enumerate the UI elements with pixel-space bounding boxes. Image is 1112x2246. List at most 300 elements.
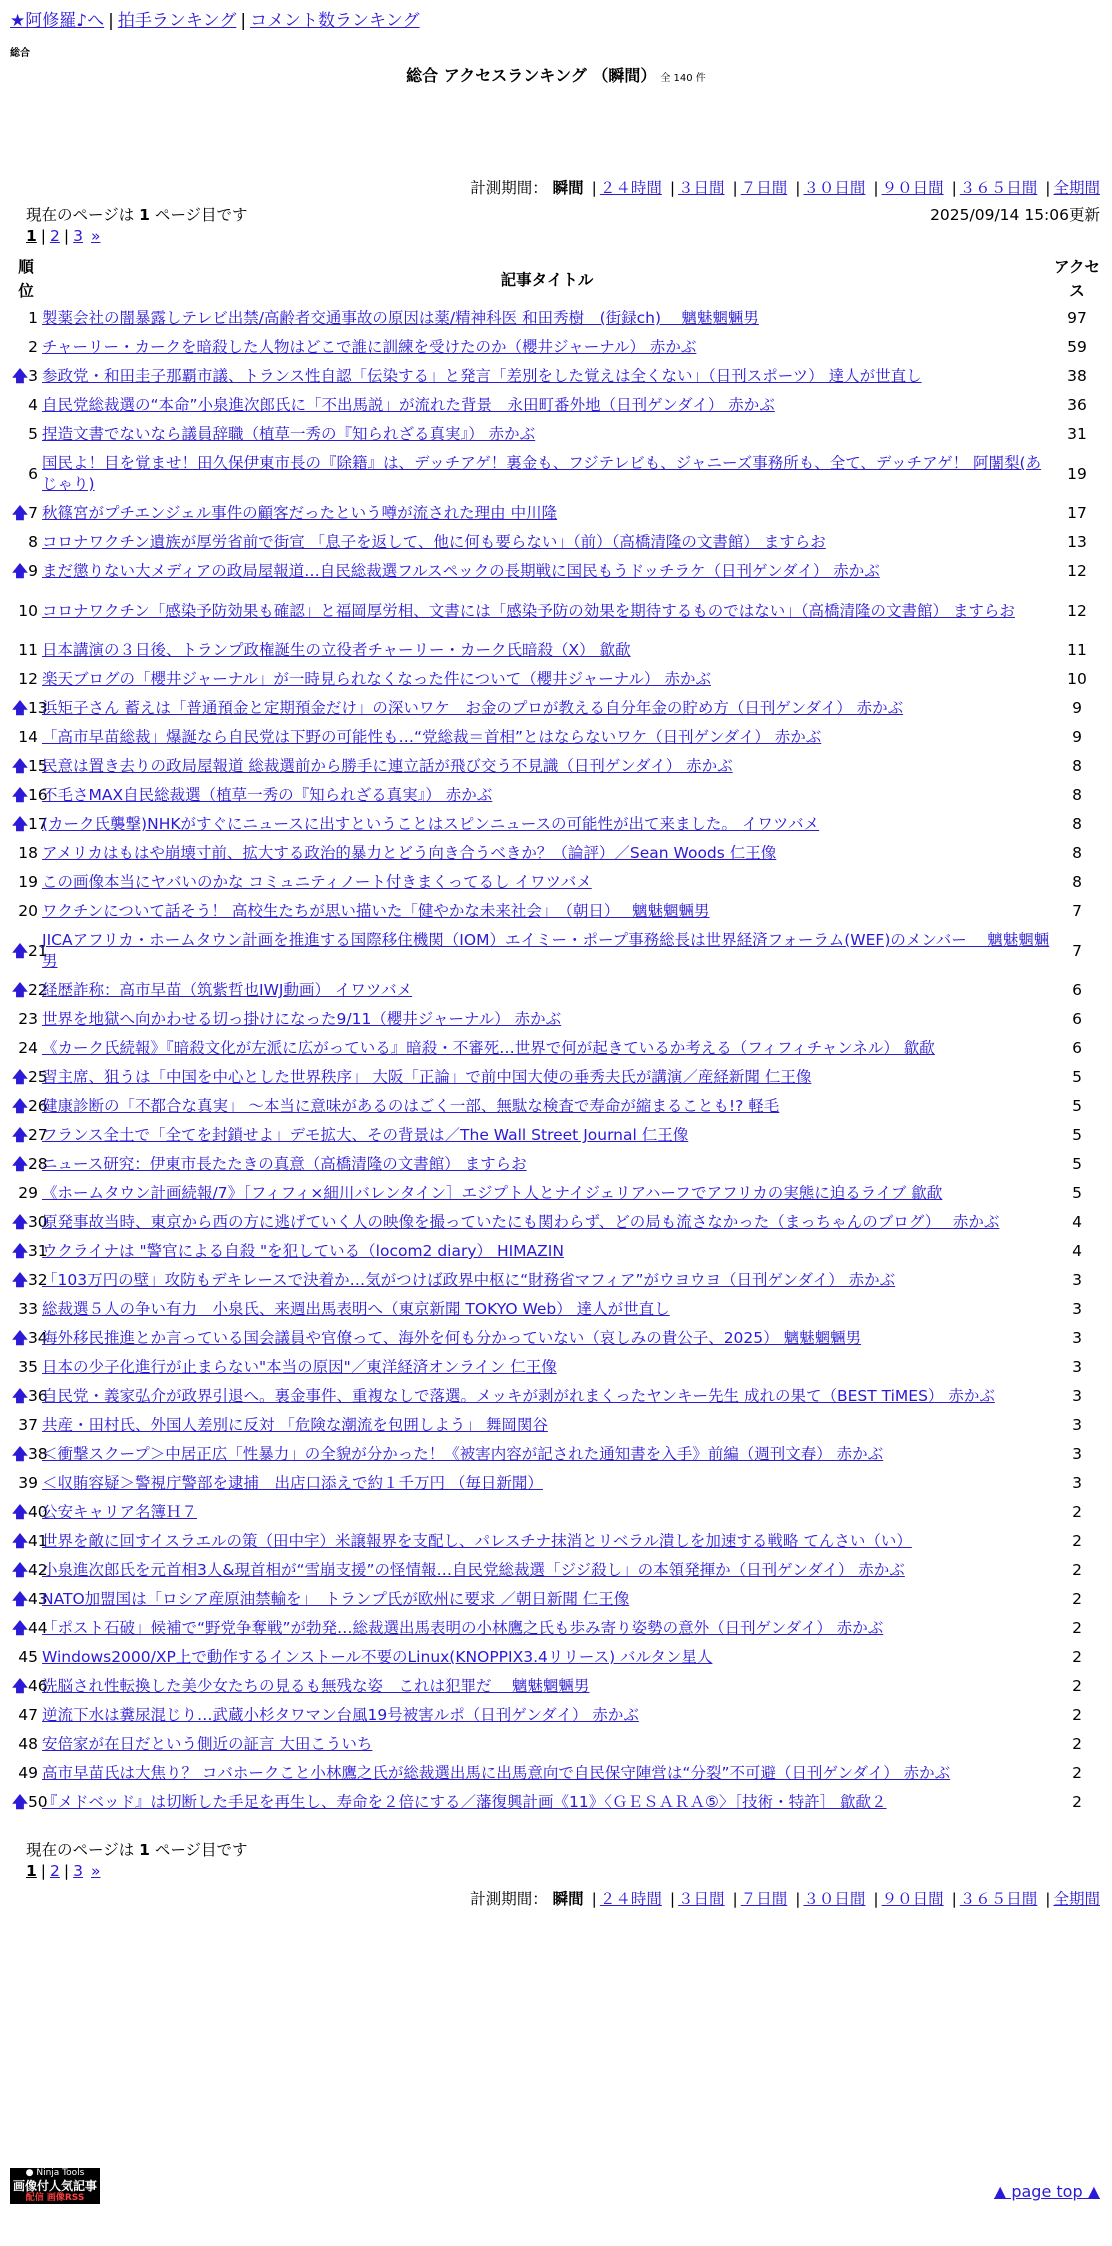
up-arrow-icon: 🡅 (12, 1242, 28, 1260)
access-count: 3 (1072, 1474, 1082, 1492)
period-30d-link[interactable]: ３０日間 (803, 1890, 866, 1908)
access-count: 5 (1072, 1097, 1082, 1115)
access-count: 12 (1067, 601, 1087, 620)
article-link[interactable]: 安倍家が在日だという側近の証言 大田こういち (42, 1735, 373, 1753)
rank-cell (10, 557, 42, 586)
up-arrow-icon: 🡅 (12, 1387, 28, 1405)
period-current: 瞬間 (552, 1890, 584, 1908)
table-row (10, 1498, 1102, 1527)
period-90d-link[interactable]: ９０日間 (881, 179, 944, 197)
title-cell (42, 1411, 1052, 1440)
rank-number: 18 (18, 844, 38, 862)
article-link[interactable]: コロナワクチン「感染予防効果も確認」と福岡厚労相、文書には「感染予防の効果を期待するものではない」（高橋清隆の文書館） ますらお (42, 601, 1015, 620)
page-info-after: ページ目です (149, 206, 248, 224)
rank-cell (10, 1353, 42, 1382)
rank-number: 14 (18, 728, 38, 746)
article-link[interactable]: 「103万円の壁」攻防もデキレースで決着か…気がつけば政界中枢に“財務省マフィア”がウヨウヨ（日刊ゲンダイ） 赤かぶ (42, 1271, 896, 1289)
table-row (10, 839, 1102, 868)
rank-cell (10, 1324, 48, 1353)
access-count: 8 (1072, 873, 1082, 891)
period-30d-link[interactable]: ３０日間 (803, 179, 866, 197)
rank-cell (10, 304, 42, 333)
access-count: 2 (1072, 1735, 1082, 1753)
article-link[interactable]: チャーリー・カークを暗殺した人物はどこで誰に訓練を受けたのか（櫻井ジャーナル） 赤かぶ (42, 338, 697, 356)
access-count: 7 (1072, 902, 1082, 920)
title-cell (42, 1788, 1052, 1817)
rank-cell (10, 1179, 42, 1208)
table-row (10, 1382, 1102, 1411)
up-arrow-icon: 🡅 (12, 1126, 28, 1144)
table-row (10, 1208, 1102, 1237)
access-count: 2 (1072, 1590, 1082, 1608)
rank-cell (10, 1440, 48, 1469)
period-3d-link[interactable]: ３日間 (678, 179, 725, 197)
access-count: 3 (1072, 1358, 1082, 1376)
rank-cell (10, 1469, 42, 1498)
up-arrow-icon: 🡅 (12, 815, 28, 833)
article-link[interactable]: 浜矩子さん 蓄えは「普通預金と定期預金だけ」の深いワケ お金のプロが教える自分年金の貯め方（日刊ゲンダイ） 赤かぶ (42, 699, 904, 717)
article-link[interactable]: 参政党・和田圭子那覇市議、トランス性自認「伝染する」と発言「差別をした覚えは全くない」（日刊スポーツ） 達人が世直し (42, 367, 922, 385)
title-cell (42, 1527, 1052, 1556)
page-info-number: 1 (139, 206, 150, 224)
access-count: 31 (1067, 425, 1087, 443)
article-link[interactable]: 原発事故当時、東京から西の方に逃げていく人の映像を撮っていたにも関わらず、どの局も流さなかった（まっちゃんのブログ） 赤かぶ (42, 1213, 1000, 1231)
up-arrow-icon: 🡅 (12, 1503, 28, 1521)
page-info-number: 1 (139, 1841, 150, 1859)
table-row (10, 1150, 1102, 1179)
rank-cell (10, 1034, 42, 1063)
up-arrow-icon: 🡅 (12, 1155, 28, 1173)
article-link[interactable]: 『メドベッド』は切断した手足を再生し、寿命を２倍にする／藩復興計画《11》〈ＧＥＳＡＲＡ⑤〉［技術・特許］ 歙歃２ (42, 1793, 887, 1811)
period-24h-link[interactable]: ２４時間 (599, 179, 662, 197)
article-link[interactable]: 自民党総裁選の“本命”小泉進次郎氏に「不出馬説」が流れた背景 永田町番外地（日刊ゲンダイ） 赤かぶ (42, 396, 775, 414)
rank-cell (10, 1121, 48, 1150)
access-count: 2 (1072, 1561, 1082, 1579)
table-row (10, 781, 1102, 810)
article-link[interactable]: ワクチンについて話そう！ 高校生たちが思い描いた「健やかな未来社会」 （朝日） 魑魅魍魎男 (42, 902, 710, 920)
table-row (10, 1701, 1102, 1730)
rank-number: 12 (18, 670, 38, 688)
up-arrow-icon: 🡅 (12, 1561, 28, 1579)
period-3d-link[interactable]: ３日間 (678, 1890, 725, 1908)
rank-cell (10, 752, 48, 781)
nav-separator: | (108, 11, 114, 31)
article-link[interactable]: 日本の少子化進行が止まらない"本当の原因"／東洋経済オンライン 仁王像 (42, 1358, 557, 1376)
rank-cell (10, 391, 42, 420)
access-count: 5 (1072, 1155, 1082, 1173)
title-cell (42, 1556, 1052, 1585)
rank-number: 22 (27, 981, 48, 999)
home-link[interactable]: ★阿修羅♪へ (10, 11, 105, 31)
rank-number: 49 (18, 1764, 38, 1782)
col-access-header: アクセス (1053, 258, 1101, 300)
access-count: 2 (1072, 1648, 1082, 1666)
table-row (10, 1324, 1102, 1353)
rank-number: 5 (28, 425, 38, 443)
pager-page-2[interactable]: 2 (50, 1862, 60, 1880)
article-link[interactable]: 「ポスト石破」候補で“野党争奪戦”が勃発…総裁選出馬表明の小林鷹之氏も歩み寄り姿勢の意外（日刊ゲンダイ） 赤かぶ (42, 1619, 884, 1637)
up-arrow-icon: 🡅 (12, 504, 28, 522)
rank-number: 36 (27, 1387, 48, 1405)
up-arrow-icon: 🡅 (12, 699, 28, 717)
table-row (10, 1121, 1102, 1150)
article-link[interactable]: この画像本当にヤバいのかな コミュニティノート付きまくってるし イワツバメ (42, 873, 592, 891)
article-link[interactable]: 楽天ブログの「櫻井ジャーナル」が一時見られなくなった件について（櫻井ジャーナル） 赤かぶ (42, 670, 711, 688)
article-link[interactable]: 小泉進次郎氏を元首相3人&現首相が“雪崩支援”の怪情報…自民党総裁選「ジジ殺し」の本領発揮か（日刊ゲンダイ） 赤かぶ (42, 1561, 905, 1579)
rank-number: 47 (18, 1706, 38, 1724)
table-row (10, 694, 1102, 723)
access-count: 2 (1072, 1677, 1082, 1695)
access-count: 10 (1067, 670, 1087, 688)
article-link[interactable]: 自民党・義家弘介が政界引退へ。裏金事件、重複なしで落選。メッキが剥がれまくったヤンキー先生 成れの果て（BEST TiMES） 赤かぶ (42, 1387, 995, 1405)
article-link[interactable]: 製薬会社の闇暴露しテレビ出禁/高齢者交通事故の原因は薬/精神科医 和田秀樹 (街録ch) 魑魅魍魎男 (42, 309, 759, 327)
rank-number: 31 (27, 1242, 48, 1260)
title-cell (42, 1179, 1052, 1208)
rank-cell (10, 781, 48, 810)
title-cell (42, 1005, 1052, 1034)
up-arrow-icon: 🡅 (12, 1677, 28, 1695)
title-cell (42, 1353, 1052, 1382)
article-link[interactable]: コロナワクチン遺族が厚労省前で街宣 「息子を返して、他に何も要らない」（前）（高橋清隆の文書館） ますらお (42, 533, 826, 551)
article-link[interactable]: 民意は置き去りの政局屋報道 総裁選前から勝手に連立話が飛び交う不見識（日刊ゲンダイ） 赤かぶ (42, 757, 733, 775)
rank-cell (10, 1585, 48, 1614)
title-cell (42, 897, 1052, 926)
up-arrow-icon: 🡅 (12, 981, 28, 999)
title-cell (42, 926, 1052, 976)
table-row (10, 499, 1102, 528)
access-count: 3 (1072, 1300, 1082, 1318)
table-row (10, 1034, 1102, 1063)
rank-cell (10, 499, 42, 528)
access-count: 8 (1072, 844, 1082, 862)
rank-cell (10, 1266, 48, 1295)
article-link[interactable]: NATO加盟国は「ロシア産原油禁輸を」 トランプ氏が欧州に要求 ／朝日新聞 仁王像 (42, 1590, 630, 1608)
rank-cell (10, 926, 48, 976)
title-cell (42, 1614, 1052, 1643)
page-info-before: 現在のページは (26, 206, 140, 224)
title-cell (42, 1121, 1052, 1150)
up-arrow-icon: 🡅 (12, 562, 28, 580)
article-link[interactable]: ニュース研究：伊東市長たたきの真意（高橋清隆の文書館） ますらお (42, 1155, 527, 1173)
article-link[interactable]: 共産・田村氏、外国人差別に反対 「危険な潮流を包囲しよう」 舞岡関谷 (42, 1416, 548, 1434)
rank-cell (10, 333, 42, 362)
rank-cell (10, 694, 48, 723)
rank-number: 3 (28, 367, 38, 385)
table-row (10, 420, 1102, 449)
period-365d-link[interactable]: ３６５日間 (959, 179, 1038, 197)
rank-number: 23 (18, 1010, 38, 1028)
title-cell (42, 1150, 1052, 1179)
up-arrow-icon: 🡅 (12, 1445, 28, 1463)
title-cell (42, 1295, 1052, 1324)
access-count: 8 (1072, 757, 1082, 775)
comment-ranking-link[interactable]: コメント数ランキング (250, 11, 420, 31)
table-row (10, 723, 1102, 752)
article-link[interactable]: ＜収賄容疑＞警視庁警部を逮捕 出店口添えで約１千万円 （毎日新聞） (42, 1474, 543, 1492)
title-cell (42, 391, 1052, 420)
article-link[interactable]: 洗脳され性転換した美少女たちの見るも無残な姿 これは犯罪だ 魑魅魍魎男 (42, 1677, 590, 1695)
table-row (10, 1730, 1102, 1759)
col-title-header: 記事タイトル (500, 271, 594, 289)
title-cell (42, 1643, 1052, 1672)
access-count: 2 (1072, 1793, 1082, 1811)
rank-number: 38 (27, 1445, 48, 1463)
title-cell (42, 752, 1052, 781)
updated-timestamp: 2025/09/14 15:06更新 (930, 206, 1100, 224)
period-current: 瞬間 (552, 179, 584, 197)
access-count: 6 (1072, 1039, 1082, 1057)
article-link[interactable]: まだ懲りない大メディアの政局屋報道…自民総裁選フルスペックの長期戦に国民もうドッチラケ（日刊ゲンダイ） 赤かぶ (42, 562, 880, 580)
rank-cell (10, 868, 42, 897)
rank-number: 41 (27, 1532, 48, 1550)
title-cell (42, 810, 1052, 839)
access-count: 11 (1067, 641, 1087, 659)
article-link[interactable]: 世界を地獄へ向かわせる切っ掛けになった9/11（櫻井ジャーナル） 赤かぶ (42, 1010, 562, 1028)
title-cell (42, 449, 1052, 499)
table-row (10, 1759, 1102, 1788)
rank-number: 43 (27, 1590, 48, 1608)
period-label: 計測期間： (470, 1890, 548, 1908)
article-link[interactable]: ＜衝撃スクープ＞中居正広「性暴力」の全貌が分かった！《被害内容が記された通知書を入手》前編（週刊文春） 赤かぶ (42, 1445, 884, 1463)
title-cell (42, 1092, 1052, 1121)
table-row (10, 586, 1102, 636)
rank-cell (10, 1672, 48, 1701)
table-row (10, 1788, 1102, 1817)
title-cell (42, 1034, 1052, 1063)
rank-number: 24 (18, 1039, 38, 1057)
up-arrow-icon: 🡅 (12, 1329, 28, 1347)
article-link[interactable]: 習主席、狙うは「中国を中心とした世界秩序」 大阪「正論」で前中国大使の垂秀夫氏が講演／産経新聞 仁王像 (42, 1068, 812, 1086)
category-label: 総合 (10, 48, 30, 59)
rank-number: 10 (18, 601, 38, 620)
title-cell (42, 1469, 1052, 1498)
access-count: 2 (1072, 1706, 1082, 1724)
table-row (10, 333, 1102, 362)
title-cell (42, 1498, 1052, 1527)
rank-cell (10, 1382, 48, 1411)
article-link[interactable]: 経歴詐称：高市早苗（筑紫哲也IWJ動画） イワツバメ (42, 981, 413, 999)
article-link[interactable]: 高市早苗氏は大焦り？ コバホークこと小林鷹之氏が総裁選出馬に出馬意向で自民保守陣営は“分裂”不可避（日刊ゲンダイ） 赤かぶ (42, 1764, 951, 1782)
rank-cell (10, 976, 48, 1005)
rank-cell (10, 528, 42, 557)
nav-separator: | (240, 11, 247, 31)
title-cell (42, 333, 1052, 362)
page-info-after: ページ目です (149, 1841, 248, 1859)
article-link[interactable]: 不毛さMAX自民総裁選（植草一秀の『知られざる真実』） 赤かぶ (42, 786, 493, 804)
table-row (10, 362, 1102, 391)
table-row (10, 1527, 1102, 1556)
access-count: 2 (1072, 1764, 1082, 1782)
rank-cell (10, 1759, 42, 1788)
pager-page-3[interactable]: 3 (73, 227, 84, 245)
article-link[interactable]: 公安キャリア名簿Ｈ７ (42, 1503, 198, 1521)
rank-cell (10, 420, 42, 449)
table-row (10, 636, 1102, 665)
rank-number: 37 (18, 1416, 38, 1434)
rank-cell (10, 1701, 42, 1730)
title-cell (42, 1324, 1052, 1353)
access-count: 8 (1072, 815, 1082, 833)
period-all-link[interactable]: 全期間 (1053, 179, 1100, 197)
title-cell (42, 1440, 1052, 1469)
rank-cell (10, 1788, 48, 1817)
access-count: 3 (1072, 1271, 1082, 1289)
table-row (10, 1353, 1102, 1382)
period-selector-bottom: 計測期間： 瞬間 | ２４時間 | ３日間 | ７日間 | ３０日間 | ９０日間 | ３６５日間 | 全期間 (470, 1890, 1100, 1908)
table-row (10, 752, 1102, 781)
rank-number: 34 (27, 1329, 48, 1347)
rank-cell (10, 1063, 48, 1092)
article-link[interactable]: 海外移民推進とか言っている国会議員や官僚って、海外を何も分かっていない（哀しみの貴公子、2025） 魑魅魍魎男 (42, 1329, 862, 1347)
access-count: 8 (1072, 786, 1082, 804)
rank-number: 39 (18, 1474, 38, 1492)
rank-cell (10, 362, 42, 391)
rank-number: 11 (18, 641, 38, 659)
article-link[interactable]: 《カーク氏続報》『暗殺文化が左派に広がっている』暗殺・不審死…世界で何が起きているか考える（フィフィチャンネル） 歙歃 (42, 1039, 935, 1057)
access-count: 6 (1072, 981, 1082, 999)
period-selector-top: 計測期間： 瞬間 | ２４時間 | ３日間 | ７日間 | ３０日間 | ９０日間 | ３６５日間 | 全期間 (470, 179, 1100, 197)
access-count: 38 (1067, 367, 1087, 385)
period-90d-link[interactable]: ９０日間 (881, 1890, 944, 1908)
article-link[interactable]: (カーク氏襲撃)NHKがすぐにニュースに出すということはスピンニュースの可能性が出て来ました。 イワツバメ (42, 815, 820, 833)
rank-number: 46 (27, 1677, 48, 1695)
rank-cell (10, 1005, 42, 1034)
pager-current: 1 (26, 227, 37, 245)
up-arrow-icon: 🡅 (12, 1271, 28, 1289)
up-arrow-icon: 🡅 (12, 1619, 28, 1637)
table-row (10, 1005, 1102, 1034)
access-count: 17 (1067, 504, 1087, 522)
article-link[interactable]: 逆流下水は糞尿混じり…武蔵小杉タワマン台風19号被害ルポ（日刊ゲンダイ） 赤かぶ (42, 1706, 639, 1724)
table-header-row (10, 254, 1102, 304)
page-title (0, 63, 1112, 86)
up-arrow-icon: 🡅 (12, 1532, 28, 1550)
rank-cell (10, 1150, 48, 1179)
article-link[interactable]: 世界を敵に回すイスラエルの策（田中宇）米譲報界を支配し、パレスチナ抹消とリベラル潰しを加速する戦略 てんさい（い） (42, 1532, 912, 1550)
article-link[interactable]: 健康診断の「不都合な真実」 〜本当に意味があるのはごく一部、無駄な検査で寿命が縮まることも!? 軽毛 (42, 1097, 780, 1115)
article-link[interactable]: 日本講演の３日後、トランプ政権誕生の立役者チャーリー・カーク氏暗殺（X） 歙歃 (42, 641, 631, 659)
rank-cell (10, 1643, 42, 1672)
article-link[interactable]: 《ホームタウン計画続報/7》［フィフィ×細川バレンタイン］エジプト人とナイジェリアハーフでアフリカの実態に迫るライブ 歙歃 (42, 1184, 943, 1202)
article-link[interactable]: JICAアフリカ・ホームタウン計画を推進する国際移住機関（IOM）エイミー・ポープ事務総長は世界経済フォーラム(WEF)のメンバー 魑魅魍魎男 (42, 931, 1050, 970)
article-link[interactable]: アメリカはもはや崩壊寸前、拡大する政治的暴力とどう向き合うべきか？（論評）／Sean Woods 仁王像 (42, 844, 777, 862)
article-link[interactable]: 秋篠宮がプチエンジェル事件の顧客だったという噂が流された理由 中川隆 (42, 504, 558, 522)
access-count: 13 (1067, 533, 1087, 551)
rank-cell (10, 897, 42, 926)
up-arrow-icon: 🡅 (12, 1590, 28, 1608)
period-7d-link[interactable]: ７日間 (740, 1890, 788, 1908)
period-7d-link[interactable]: ７日間 (740, 179, 788, 197)
access-count: 97 (1067, 309, 1087, 327)
col-rank-header: 順位 (18, 258, 34, 300)
table-row (10, 1092, 1102, 1121)
article-link[interactable]: ウクライナは "警官による自殺 "を犯している（locom2 diary） HIMAZIN (42, 1242, 564, 1260)
rank-number: 6 (28, 464, 38, 483)
clap-ranking-link[interactable]: 拍手ランキング (117, 11, 237, 31)
table-row (10, 868, 1102, 897)
page-top-link[interactable]: ▲ page top ▲ (993, 2182, 1100, 2201)
period-all-link[interactable]: 全期間 (1053, 1890, 1100, 1908)
article-link[interactable]: 総裁選５人の争い有力 小泉氏、来週出馬表明へ（東京新聞 TOKYO Web） 達人が世直し (42, 1300, 670, 1318)
title-cell (42, 976, 1052, 1005)
access-count: 3 (1072, 1416, 1082, 1434)
access-count: 6 (1072, 1010, 1082, 1028)
article-link[interactable]: 「高市早苗総裁」爆誕なら自民党は下野の可能性も…“党総裁＝首相”とはならないワケ（日刊ゲンダイ） 赤かぶ (42, 728, 822, 746)
title-cell (42, 1208, 1052, 1237)
rank-number: 42 (27, 1561, 48, 1579)
table-row (10, 449, 1102, 499)
access-count: 5 (1072, 1184, 1082, 1202)
table-row (10, 976, 1102, 1005)
rank-number: 33 (18, 1300, 38, 1318)
table-row (10, 1469, 1102, 1498)
rank-number: 50 (27, 1793, 48, 1811)
article-link[interactable]: フランス全土で「全てを封鎖せよ」デモ拡大、その背景は／The Wall Street Journal 仁王像 (42, 1126, 689, 1144)
rank-cell (10, 1208, 48, 1237)
article-link[interactable]: 捏造文書でないなら議員辞職（植草一秀の『知られざる真実』） 赤かぶ (42, 425, 536, 443)
table-row (10, 1672, 1102, 1701)
article-link[interactable]: Windows2000/XP上で動作するインストール不要のLinux(KNOPPIX3.4リリース) バルタン星人 (42, 1648, 713, 1666)
rank-cell (10, 449, 42, 499)
title-cell (42, 586, 1052, 636)
title-cell (42, 1585, 1052, 1614)
title-cell (42, 839, 1052, 868)
pager-page-3[interactable]: 3 (73, 1862, 84, 1880)
access-count: 36 (1067, 396, 1087, 414)
table-row (10, 1063, 1102, 1092)
table-row (10, 557, 1102, 586)
access-count: 4 (1072, 1242, 1082, 1260)
rank-cell (10, 1092, 48, 1121)
period-label: 計測期間： (470, 179, 548, 197)
rank-number: 25 (27, 1068, 48, 1086)
period-365d-link[interactable]: ３６５日間 (959, 1890, 1038, 1908)
rank-cell (10, 1556, 48, 1585)
article-link[interactable]: 国民よ！目を覚ませ！田久保伊東市長の『除籍』は、デッチアゲ！裏金も、フジテレビも、ジャニーズ事務所も、全て、デッチアゲ！ 阿闍梨(あじゃり) (42, 454, 1042, 493)
title-cell (42, 304, 1052, 333)
page-info-top (26, 203, 248, 225)
access-count: 3 (1072, 1445, 1082, 1463)
rank-number: 17 (27, 815, 48, 833)
table-row (10, 1237, 1102, 1266)
table-row (10, 665, 1102, 694)
table-row (10, 810, 1102, 839)
table-row (10, 1179, 1102, 1208)
rank-number: 40 (27, 1503, 48, 1521)
pager-top: 1 | 2 | 3 » (26, 227, 101, 245)
pager-next[interactable]: » (91, 227, 101, 245)
table-row (10, 1295, 1102, 1324)
page-info-bottom (26, 1838, 248, 1860)
up-arrow-icon: 🡅 (12, 1097, 28, 1115)
up-arrow-icon: 🡅 (12, 786, 28, 804)
rank-number: 20 (18, 902, 38, 920)
pager-page-2[interactable]: 2 (50, 227, 60, 245)
period-24h-link[interactable]: ２４時間 (599, 1890, 662, 1908)
rank-number: 9 (28, 562, 38, 580)
rank-cell (10, 810, 48, 839)
pager-current: 1 (26, 1862, 37, 1880)
access-count: 2 (1072, 1532, 1082, 1550)
pager-next[interactable]: » (91, 1862, 101, 1880)
title-cell (42, 1701, 1052, 1730)
rank-cell (10, 1527, 48, 1556)
access-count: 19 (1067, 464, 1087, 483)
ninja-tools-logo[interactable] (10, 2168, 100, 2204)
rank-cell (10, 1730, 42, 1759)
title-cell (42, 868, 1052, 897)
rank-number: 28 (27, 1155, 48, 1173)
